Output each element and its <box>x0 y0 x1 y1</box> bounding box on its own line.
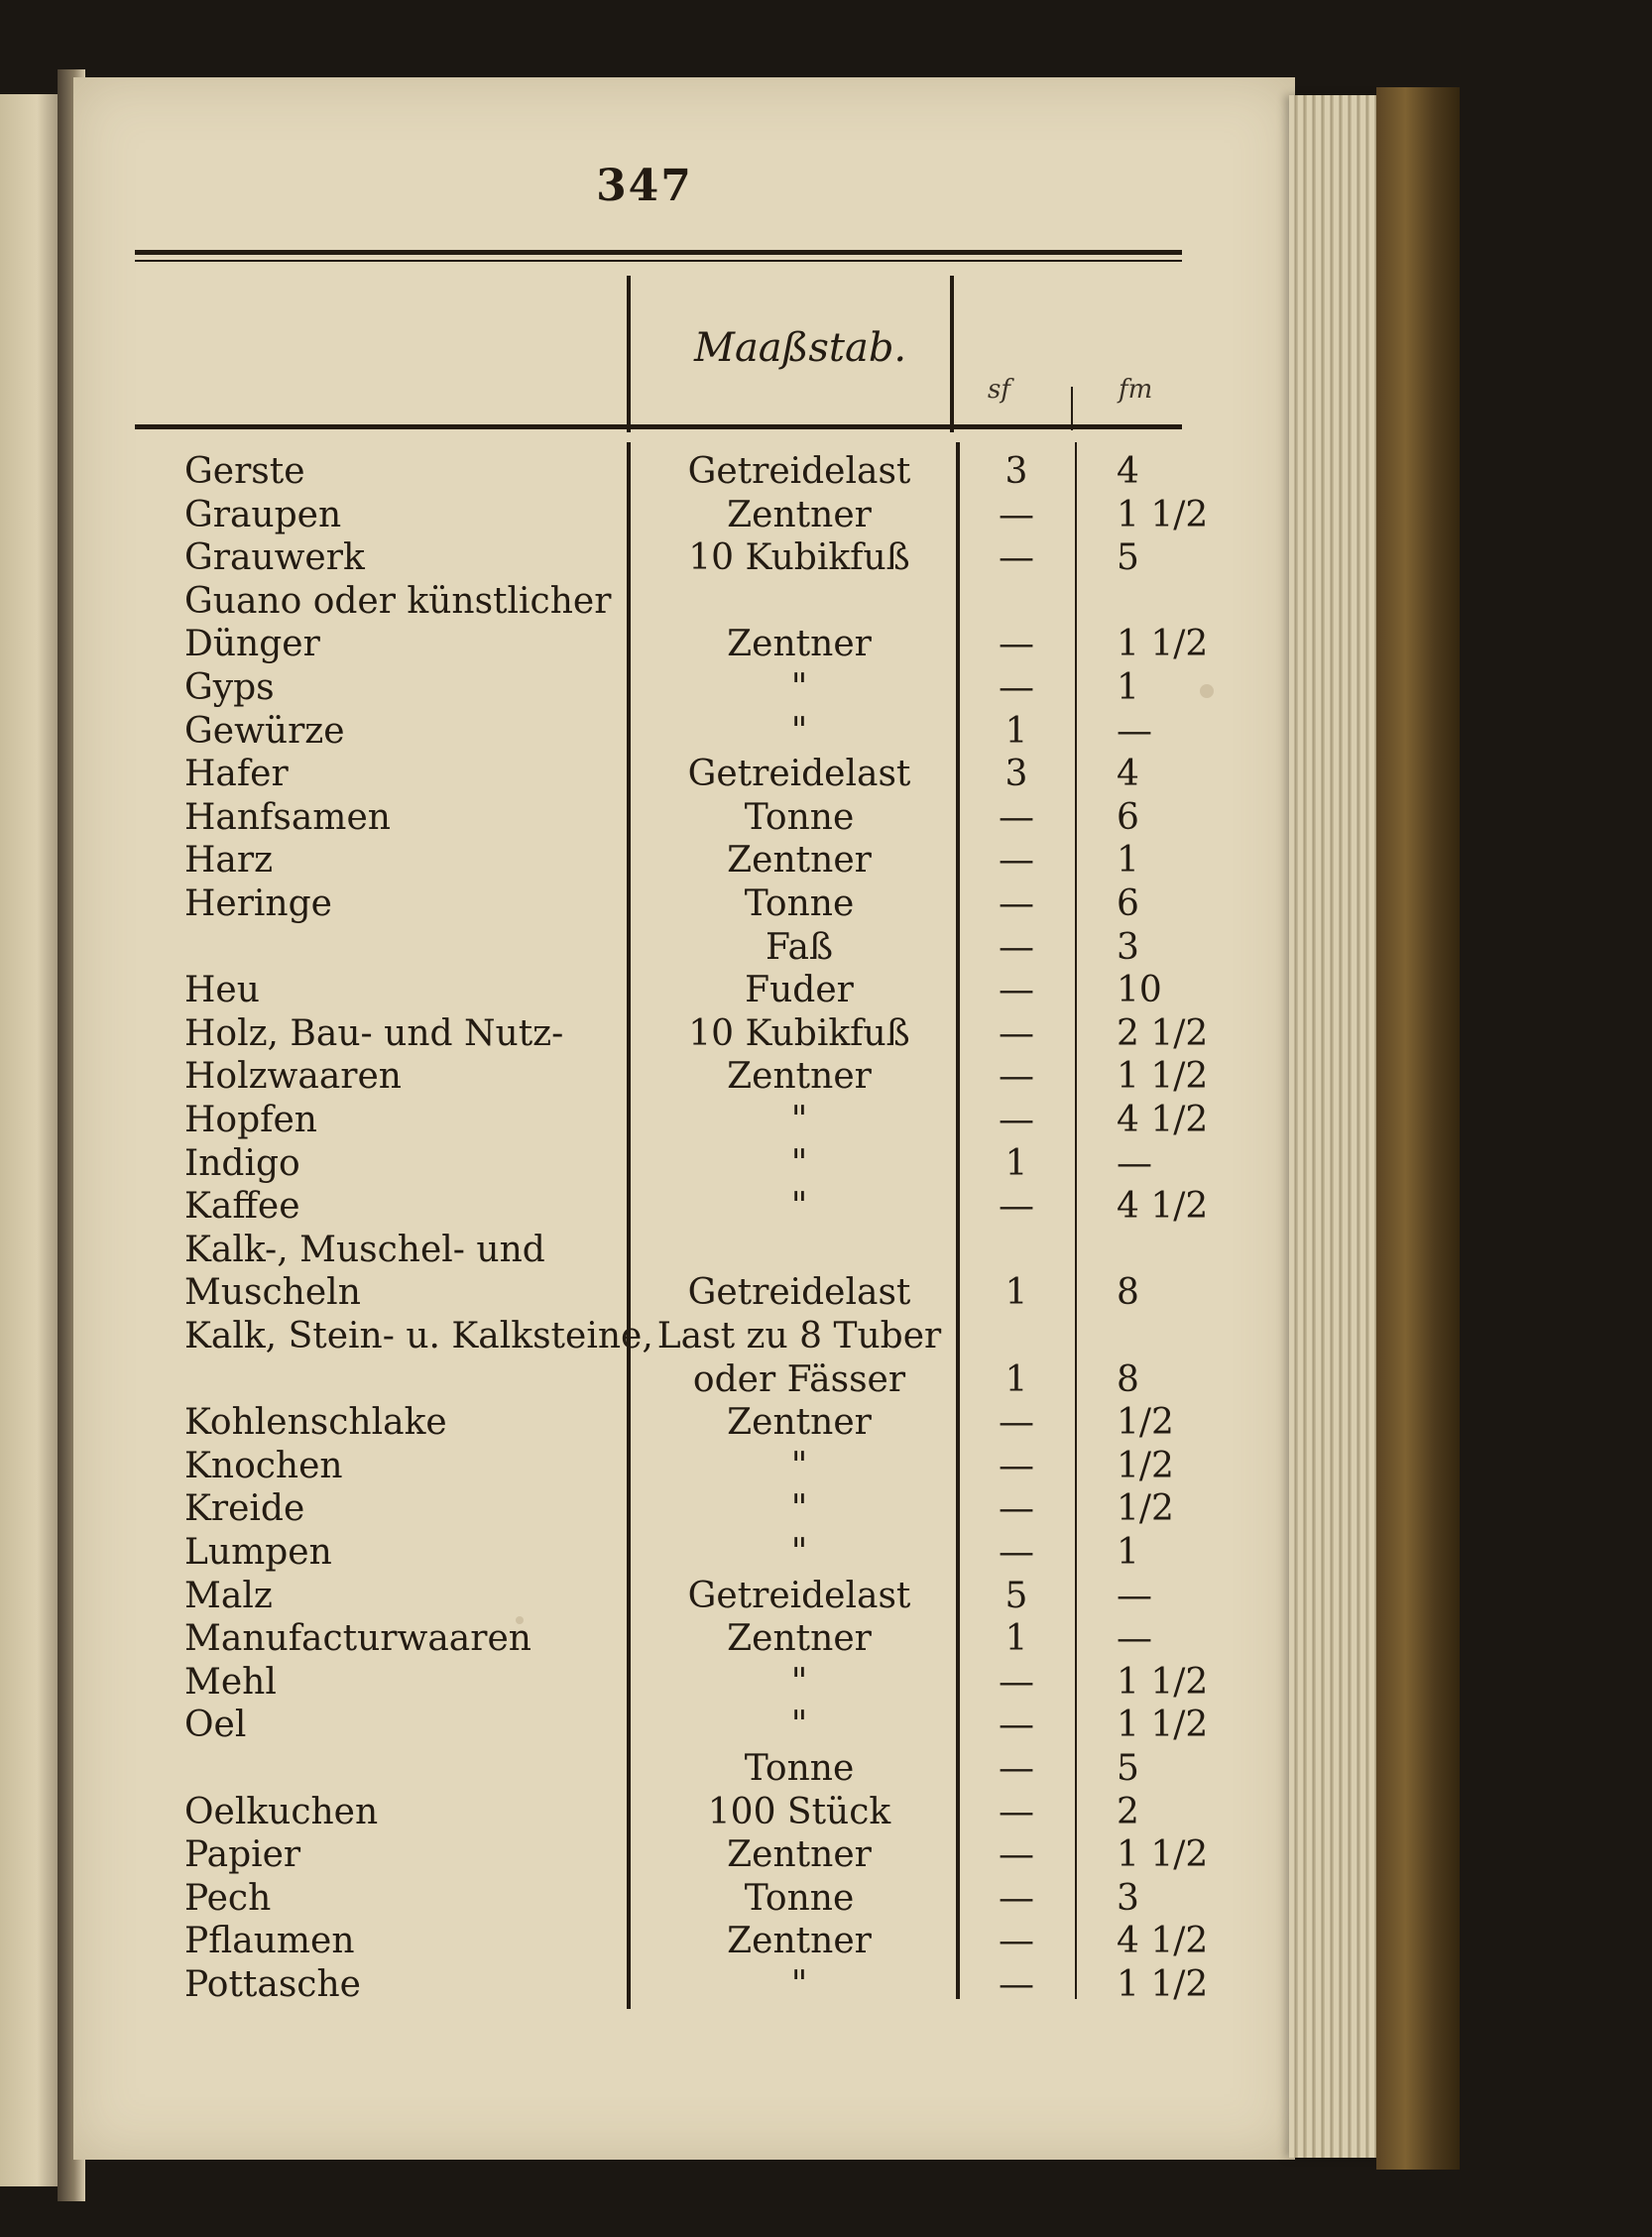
row-unit: Zentner <box>727 495 872 535</box>
row-unit: " <box>790 1964 808 2005</box>
row-name: Mehl <box>184 1662 277 1703</box>
row-unit: " <box>790 1488 808 1529</box>
row-value-2: 4 <box>1117 754 1139 794</box>
row-name: Oelkuchen <box>184 1792 379 1832</box>
row-name: Knochen <box>184 1446 343 1486</box>
row-value-2: 4 <box>1117 451 1139 492</box>
row-name: Pottasche <box>184 1964 361 2005</box>
row-name: Gewürze <box>184 711 345 752</box>
column-divider <box>627 276 631 432</box>
top-rule-thin <box>135 260 1182 262</box>
row-value-2: — <box>1117 1618 1152 1659</box>
row-value-2: — <box>1117 1576 1152 1616</box>
row-name: Kohlenschlake <box>184 1402 447 1443</box>
row-value-1: — <box>999 1402 1034 1443</box>
page-block-edges <box>1289 95 1384 2158</box>
row-unit: " <box>790 1446 808 1486</box>
row-value-1: — <box>999 1748 1034 1789</box>
row-value-1: — <box>999 1705 1034 1745</box>
row-name: Papier <box>184 1834 301 1875</box>
row-value-2: 1 1/2 <box>1117 1705 1209 1745</box>
row-value-1: — <box>999 1878 1034 1919</box>
row-value-2: 6 <box>1117 797 1139 838</box>
row-unit: Getreidelast <box>687 451 911 492</box>
row-value-2: — <box>1117 1143 1152 1184</box>
row-name: Kalk-, Muschel- und <box>184 1230 545 1270</box>
row-value-1: — <box>999 1100 1034 1140</box>
row-value-1: — <box>999 1186 1034 1227</box>
row-value-1: — <box>999 970 1034 1010</box>
row-name: Lumpen <box>184 1532 332 1573</box>
row-value-1: — <box>999 883 1034 924</box>
row-unit: Getreidelast <box>687 1272 911 1313</box>
row-value-2: 2 <box>1117 1792 1139 1832</box>
row-value-1: — <box>999 797 1034 838</box>
book-cover-edge <box>1376 87 1460 2170</box>
row-value-2: 1 1/2 <box>1117 624 1209 664</box>
row-value-1: — <box>999 840 1034 881</box>
top-rule <box>135 250 1182 255</box>
row-name: Gyps <box>184 667 275 708</box>
row-name: Gerste <box>184 451 305 492</box>
row-unit: Zentner <box>727 840 872 881</box>
row-name: Holz, Bau- und Nutz- <box>184 1013 564 1054</box>
row-value-2: 1/2 <box>1117 1402 1174 1443</box>
row-value-2: 10 <box>1117 970 1162 1010</box>
row-name: Pech <box>184 1878 272 1919</box>
row-name: Manufacturwaaren <box>184 1618 531 1659</box>
row-value-1: — <box>999 537 1034 578</box>
row-unit: Zentner <box>727 624 872 664</box>
row-unit: Zentner <box>727 1056 872 1097</box>
row-value-1: 1 <box>1004 1143 1028 1184</box>
row-name: Kaffee <box>184 1186 300 1227</box>
row-name: Pflaumen <box>184 1921 355 1961</box>
header-rule <box>135 424 1182 429</box>
row-value-1: 3 <box>1004 754 1028 794</box>
row-value-2: 1 1/2 <box>1117 1056 1209 1097</box>
row-unit: Zentner <box>727 1618 872 1659</box>
row-value-1: — <box>999 1488 1034 1529</box>
row-unit: Fuder <box>745 970 854 1010</box>
row-value-1: — <box>999 1921 1034 1961</box>
row-name: Heu <box>184 970 260 1010</box>
row-unit: Zentner <box>727 1921 872 1961</box>
row-value-1: — <box>999 1964 1034 2005</box>
row-value-2: 2 1/2 <box>1117 1013 1209 1054</box>
row-value-1: 1 <box>1004 1272 1028 1313</box>
row-unit: Tonne <box>744 883 855 924</box>
row-value-1: 1 <box>1004 711 1028 752</box>
row-value-2: 6 <box>1117 883 1139 924</box>
row-unit: oder Fässer <box>692 1359 906 1400</box>
row-unit: 10 Kubikfuß <box>688 1013 910 1054</box>
row-name: Malz <box>184 1576 273 1616</box>
row-value-2: 5 <box>1117 537 1139 578</box>
row-unit: 10 Kubikfuß <box>688 537 910 578</box>
row-value-2: 1 1/2 <box>1117 495 1209 535</box>
row-value-1: — <box>999 927 1034 968</box>
row-value-2: 8 <box>1117 1359 1139 1400</box>
row-name: Kalk, Stein- u. Kalksteine, <box>184 1316 653 1356</box>
row-value-2: 1 <box>1117 667 1139 708</box>
row-name: Indigo <box>184 1143 300 1184</box>
row-unit: " <box>790 1662 808 1703</box>
row-value-1: — <box>999 1792 1034 1832</box>
row-value-2: — <box>1117 711 1152 752</box>
row-unit: Tonne <box>744 797 855 838</box>
row-value-1: — <box>999 495 1034 535</box>
row-value-2: 1/2 <box>1117 1488 1174 1529</box>
row-value-1: — <box>999 1056 1034 1097</box>
row-value-2: 1 <box>1117 1532 1139 1573</box>
row-unit: Last zu 8 Tuber <box>656 1316 942 1356</box>
row-name: Graupen <box>184 495 342 535</box>
row-name: Guano oder künstlicher <box>184 581 612 622</box>
row-unit: " <box>790 1705 808 1745</box>
row-value-1: — <box>999 1013 1034 1054</box>
row-unit: " <box>790 1186 808 1227</box>
column-header-measure: Maaßstab. <box>694 325 907 371</box>
row-value-2: 1/2 <box>1117 1446 1174 1486</box>
row-value-2: 8 <box>1117 1272 1139 1313</box>
row-name: Heringe <box>184 883 332 924</box>
row-value-1: 1 <box>1004 1618 1028 1659</box>
column-divider <box>627 442 631 2009</box>
row-unit: " <box>790 1100 808 1140</box>
column-header-handwritten-2: fm <box>1119 375 1153 405</box>
row-name: Harz <box>184 840 274 881</box>
row-value-2: 1 1/2 <box>1117 1662 1209 1703</box>
row-value-2: 5 <box>1117 1748 1139 1789</box>
row-name: Holzwaaren <box>184 1056 402 1097</box>
row-name: Muscheln <box>184 1272 361 1313</box>
row-value-2: 4 1/2 <box>1117 1100 1209 1140</box>
row-unit: Faß <box>765 927 834 968</box>
row-unit: 100 Stück <box>707 1792 891 1832</box>
column-divider <box>956 442 960 1999</box>
row-unit: " <box>790 711 808 752</box>
row-value-2: 1 <box>1117 840 1139 881</box>
page-number: 347 <box>596 161 693 211</box>
row-name: Kreide <box>184 1488 305 1529</box>
row-value-1: 5 <box>1004 1576 1028 1616</box>
row-unit: Getreidelast <box>687 1576 911 1616</box>
row-value-1: 1 <box>1004 1359 1028 1400</box>
row-value-1: 3 <box>1004 451 1028 492</box>
row-value-1: — <box>999 1446 1034 1486</box>
row-value-2: 1 1/2 <box>1117 1964 1209 2005</box>
row-unit: Zentner <box>727 1834 872 1875</box>
row-unit: Zentner <box>727 1402 872 1443</box>
row-value-1: — <box>999 1532 1034 1573</box>
row-unit: Getreidelast <box>687 754 911 794</box>
row-unit: " <box>790 1532 808 1573</box>
row-value-2: 4 1/2 <box>1117 1921 1209 1961</box>
row-name: Dünger <box>184 624 320 664</box>
row-value-2: 4 1/2 <box>1117 1186 1209 1227</box>
row-value-1: — <box>999 624 1034 664</box>
row-unit: " <box>790 667 808 708</box>
row-name: Hopfen <box>184 1100 317 1140</box>
row-unit: Tonne <box>744 1878 855 1919</box>
row-value-1: — <box>999 1834 1034 1875</box>
row-value-1: — <box>999 667 1034 708</box>
row-unit: " <box>790 1143 808 1184</box>
row-name: Hanfsamen <box>184 797 391 838</box>
column-divider <box>950 276 954 432</box>
row-value-2: 3 <box>1117 927 1139 968</box>
column-divider <box>1075 442 1077 1999</box>
column-header-handwritten-1: sf <box>988 375 1010 405</box>
row-value-2: 3 <box>1117 1878 1139 1919</box>
row-name: Grauwerk <box>184 537 365 578</box>
row-value-1: — <box>999 1662 1034 1703</box>
row-value-2: 1 1/2 <box>1117 1834 1209 1875</box>
row-unit: Tonne <box>744 1748 855 1789</box>
row-name: Hafer <box>184 754 289 794</box>
row-name: Oel <box>184 1705 247 1745</box>
